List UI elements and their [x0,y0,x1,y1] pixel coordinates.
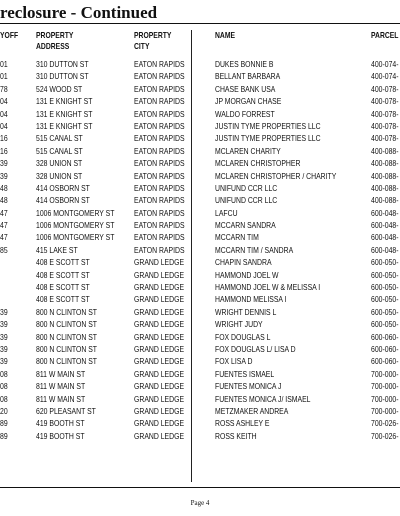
row-name: HAMMOND JOEL W & MELISSA I [215,282,321,293]
row-address: 408 E SCOTT ST [36,269,90,280]
row-address: 310 DUTTON ST [36,71,89,82]
table-row [0,256,400,268]
row-yoff: 85 [0,244,8,255]
table-row [0,182,400,194]
row-city: GRAND LEDGE [134,269,185,280]
row-yoff: 48 [0,195,8,206]
row-name: MCLAREN CHRISTOPHER / CHARITY [215,170,337,181]
row-yoff: 48 [0,182,8,193]
row-yoff: 04 [0,108,8,119]
row-yoff: 20 [0,405,8,416]
row-yoff: 47 [0,207,8,218]
table-row [0,207,400,219]
row-name: LAFCU [215,207,238,218]
row-parcel: 600-060- [371,356,399,367]
row-name: MCCARN TIM / SANDRA [215,244,294,255]
table-row [0,306,400,318]
row-address: 800 N CLINTON ST [36,343,98,354]
row-name: FOX DOUGLAS L [215,331,271,342]
row-parcel: 400-078- [371,133,399,144]
table-row [0,194,400,206]
row-parcel: 700-026- [371,418,399,429]
table-row [0,231,400,243]
page-number: Page 4 [190,499,210,507]
row-city: GRAND LEDGE [134,319,185,330]
row-city: EATON RAPIDS [134,59,185,69]
page-title: reclosure - Continued [0,3,158,22]
row-name: JUSTIN TYME PROPERTIES LLC [215,120,321,131]
row-name: CHASE BANK USA [215,83,276,94]
header-property-city-line1: PROPERTY [134,30,172,40]
row-parcel: 400-078- [371,120,399,131]
row-address: 800 N CLINTON ST [36,306,98,317]
row-yoff: 39 [0,319,8,330]
row-address: 408 E SCOTT ST [36,282,90,293]
table-row [0,293,400,305]
row-city: GRAND LEDGE [134,282,185,293]
row-address: 811 W MAIN ST [36,381,86,392]
table-row [0,83,400,95]
row-address: 800 N CLINTON ST [36,319,98,330]
row-name: FOX LISA D [215,356,253,367]
row-address: 310 DUTTON ST [36,59,89,69]
row-address: 515 CANAL ST [36,145,83,156]
row-yoff: 39 [0,158,8,169]
table-row [0,157,400,169]
row-name: ROSS ASHLEY E [215,418,270,429]
row-address: 811 W MAIN ST [36,393,86,404]
row-address: 328 UNION ST [36,158,83,169]
row-address: 419 BOOTH ST [36,430,85,441]
header-parcel: PARCEL [371,30,399,40]
top-rule [0,23,400,24]
table-row [0,355,400,367]
row-name: FUENTES MONICA J/ ISMAEL [215,393,311,404]
row-city: GRAND LEDGE [134,343,185,354]
row-city: EATON RAPIDS [134,158,185,169]
header-property-address-line1: PROPERTY [36,30,74,40]
row-city: GRAND LEDGE [134,430,185,441]
row-address: 1006 MONTGOMERY ST [36,232,115,243]
row-address: 419 BOOTH ST [36,418,85,429]
row-city: EATON RAPIDS [134,71,185,82]
row-address: 800 N CLINTON ST [36,331,98,342]
row-address: 800 N CLINTON ST [36,356,98,367]
header-name: NAME [215,30,236,40]
row-name: JP MORGAN CHASE [215,96,282,107]
row-name: JUSTIN TYME PROPERTIES LLC [215,133,321,144]
row-name: FUENTES MONICA J [215,381,282,392]
row-parcel: 700-026- [371,430,399,441]
row-parcel: 600-050- [371,269,399,280]
table-row [0,343,400,355]
row-name: MCLAREN CHARITY [215,145,281,156]
row-city: GRAND LEDGE [134,331,185,342]
row-parcel: 700-000- [371,405,399,416]
row-parcel: 400-088- [371,182,399,193]
table-row [0,219,400,231]
row-yoff: 01 [0,59,8,69]
table-row [0,132,400,144]
row-city: GRAND LEDGE [134,418,185,429]
row-address: 414 OSBORN ST [36,182,90,193]
row-city: EATON RAPIDS [134,195,185,206]
row-name: MCLAREN CHRISTOPHER [215,158,301,169]
table-row [0,95,400,107]
row-parcel: 400-078- [371,108,399,119]
row-name: WALDO FORREST [215,108,275,119]
row-name: HAMMOND MELISSA I [215,294,287,305]
row-address: 408 E SCOTT ST [36,294,90,305]
row-name: MCCARN TIM [215,232,259,243]
row-address: 414 OSBORN ST [36,195,90,206]
row-parcel: 600-050- [371,294,399,305]
row-name: FOX DOUGLAS L/ LISA D [215,343,296,354]
row-yoff: 01 [0,71,8,82]
row-yoff: 47 [0,232,8,243]
row-name: METZMAKER ANDREA [215,405,289,416]
row-parcel: 400-088- [371,158,399,169]
row-parcel: 400-078- [371,83,399,94]
row-yoff: 39 [0,356,8,367]
header-yoff: YOFF [0,30,19,40]
row-name: BELLANT BARBARA [215,71,281,82]
row-city: EATON RAPIDS [134,232,185,243]
row-yoff: 89 [0,430,8,441]
row-name: UNIFUND CCR LLC [215,182,278,193]
row-yoff: 08 [0,381,8,392]
row-city: GRAND LEDGE [134,381,185,392]
row-address: 408 E SCOTT ST [36,257,90,268]
row-city: EATON RAPIDS [134,133,185,144]
row-city: EATON RAPIDS [134,182,185,193]
row-name: CHAPIN SANDRA [215,257,272,268]
header-property-address [36,30,73,52]
row-name: FUENTES ISMAEL [215,368,275,379]
row-yoff: 04 [0,96,8,107]
row-parcel: 600-050- [371,282,399,293]
row-parcel: 600-050- [371,257,399,268]
row-address: 1006 MONTGOMERY ST [36,220,115,231]
row-parcel: 600-048- [371,232,399,243]
row-city: EATON RAPIDS [134,244,185,255]
row-parcel: 700-000- [371,381,399,392]
row-city: EATON RAPIDS [134,108,185,119]
row-address: 415 LAKE ST [36,244,78,255]
row-parcel: 400-088- [371,195,399,206]
foreclosure-table [0,58,400,442]
row-parcel: 400-078- [371,96,399,107]
table-row [0,368,400,380]
row-address: 131 E KNIGHT ST [36,108,93,119]
table-row [0,380,400,392]
row-address: 524 WOOD ST [36,83,83,94]
row-parcel: 600-048- [371,220,399,231]
row-yoff: 78 [0,83,8,94]
row-parcel: 700-000- [371,368,399,379]
row-city: EATON RAPIDS [134,83,185,94]
row-yoff: 08 [0,368,8,379]
table-row [0,405,400,417]
row-parcel: 700-000- [371,393,399,404]
row-name: ROSS KEITH [215,430,257,441]
row-parcel: 600-048- [371,207,399,218]
table-row [0,281,400,293]
row-city: EATON RAPIDS [134,207,185,218]
row-city: EATON RAPIDS [134,170,185,181]
row-city: EATON RAPIDS [134,220,185,231]
row-address: 811 W MAIN ST [36,368,86,379]
row-parcel: 600-060- [371,331,399,342]
row-parcel: 600-050- [371,306,399,317]
row-yoff: 47 [0,220,8,231]
table-row [0,58,400,70]
row-parcel: 400-074- [371,71,399,82]
row-city: GRAND LEDGE [134,368,185,379]
row-address: 515 CANAL ST [36,133,83,144]
row-yoff: 16 [0,133,8,144]
table-row [0,393,400,405]
row-yoff: 39 [0,331,8,342]
table-row [0,120,400,132]
row-name: MCCARN SANDRA [215,220,276,231]
row-yoff: 04 [0,120,8,131]
row-name: HAMMOND JOEL W [215,269,279,280]
row-yoff: 39 [0,170,8,181]
row-parcel: 600-050- [371,319,399,330]
table-row [0,244,400,256]
row-city: EATON RAPIDS [134,96,185,107]
table-row [0,108,400,120]
row-city: EATON RAPIDS [134,145,185,156]
row-city: GRAND LEDGE [134,356,185,367]
table-row [0,145,400,157]
table-row [0,417,400,429]
row-city: GRAND LEDGE [134,393,185,404]
row-yoff: 08 [0,393,8,404]
row-name: WRIGHT DENNIS L [215,306,277,317]
bottom-rule [0,487,400,488]
table-row [0,331,400,343]
row-city: EATON RAPIDS [134,120,185,131]
row-address: 131 E KNIGHT ST [36,96,93,107]
row-yoff: 39 [0,306,8,317]
table-row [0,318,400,330]
row-address: 1006 MONTGOMERY ST [36,207,115,218]
row-city: GRAND LEDGE [134,294,185,305]
header-property-address-line2: ADDRESS [36,41,70,51]
row-address: 328 UNION ST [36,170,83,181]
row-parcel: 400-088- [371,170,399,181]
row-yoff: 16 [0,145,8,156]
table-row [0,269,400,281]
row-name: UNIFUND CCR LLC [215,195,278,206]
row-yoff: 39 [0,343,8,354]
row-parcel: 600-048- [371,244,399,255]
table-row [0,430,400,442]
row-yoff: 89 [0,418,8,429]
table-row [0,70,400,82]
header-property-city [134,30,171,52]
row-address: 131 E KNIGHT ST [36,120,93,131]
row-city: GRAND LEDGE [134,257,185,268]
row-parcel: 600-060- [371,343,399,354]
row-parcel: 400-074- [371,59,399,69]
row-name: DUKES BONNIE B [215,59,274,69]
row-name: WRIGHT JUDY [215,319,263,330]
row-city: GRAND LEDGE [134,405,185,416]
header-property-city-line2: CITY [134,41,150,51]
row-address: 620 PLEASANT ST [36,405,96,416]
row-city: GRAND LEDGE [134,306,185,317]
table-row [0,170,400,182]
row-parcel: 400-088- [371,145,399,156]
